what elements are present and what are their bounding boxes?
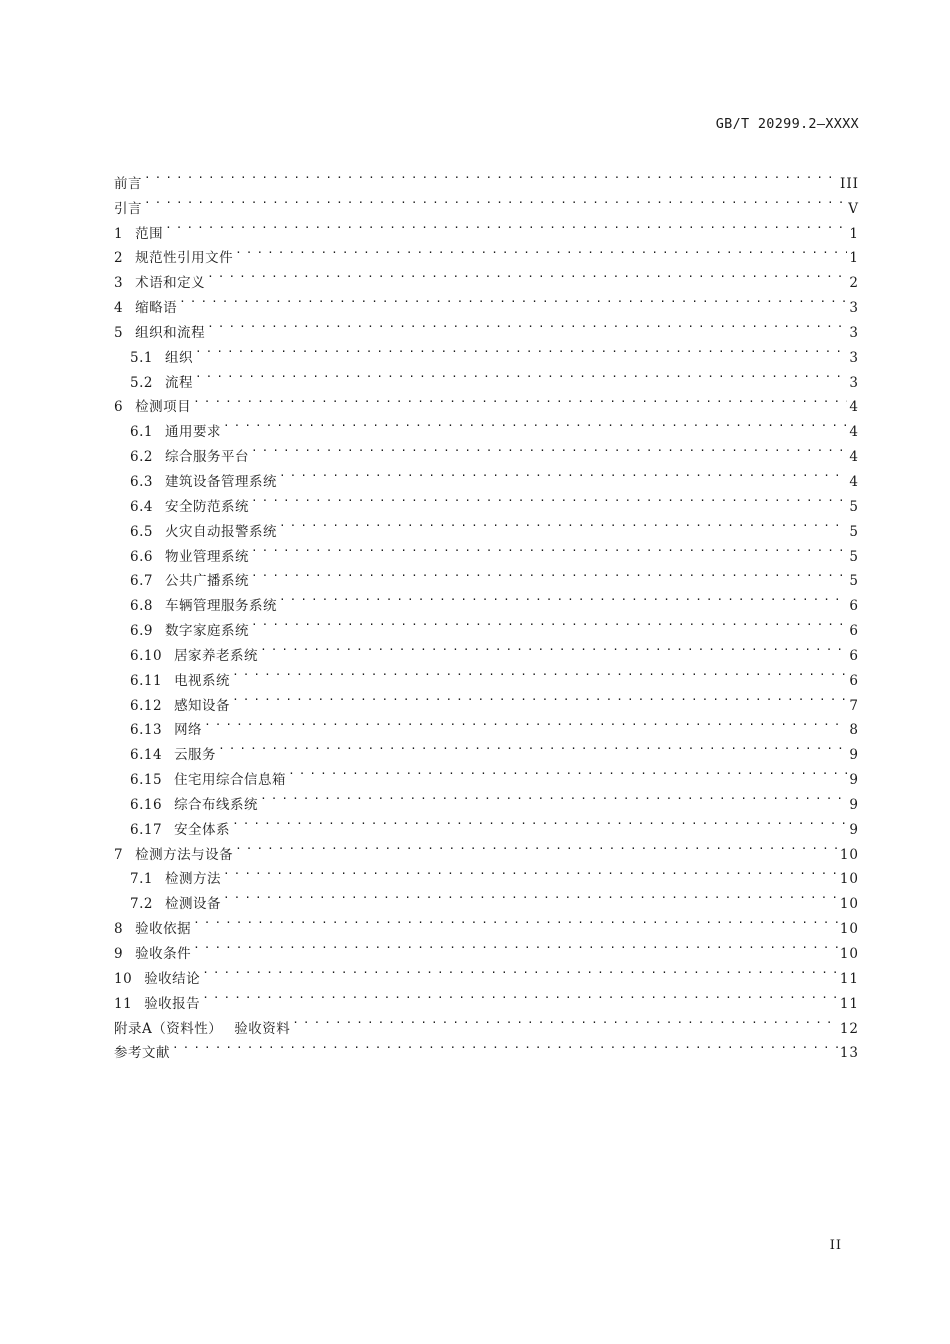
toc-entry-number: 6.10 bbox=[130, 647, 163, 664]
toc-entry-number: 6.3 bbox=[130, 473, 153, 490]
toc-entry-label bbox=[114, 197, 142, 222]
toc-entry-number: 4 bbox=[114, 300, 124, 317]
toc-entry-page: 9 bbox=[849, 821, 859, 838]
toc-entry-page: 4 bbox=[849, 424, 859, 441]
toc-dot-leader bbox=[235, 834, 838, 859]
toc-dot-leader bbox=[207, 262, 847, 287]
toc-entry-number: 7.1 bbox=[130, 871, 153, 888]
toc-dot-leader bbox=[260, 784, 847, 809]
toc-entry[interactable] bbox=[114, 983, 859, 1012]
toc-entry-title: 居家养老系统 bbox=[174, 647, 259, 664]
toc-entry-number: 6.13 bbox=[130, 722, 163, 739]
toc-dot-leader bbox=[193, 933, 838, 958]
toc-entry[interactable] bbox=[114, 287, 859, 317]
toc-entry-page: 4 bbox=[849, 449, 859, 466]
toc-dot-leader bbox=[232, 660, 847, 685]
toc-entry-number: 11 bbox=[114, 995, 133, 1012]
toc-entry-page: V bbox=[848, 200, 859, 217]
toc-dot-leader bbox=[251, 561, 847, 586]
toc-dot-leader bbox=[193, 908, 838, 933]
toc-dot-leader bbox=[172, 1033, 838, 1058]
toc-entry-label bbox=[114, 1041, 170, 1066]
toc-entry-number: 5.1 bbox=[130, 349, 153, 366]
toc-dot-leader bbox=[144, 188, 846, 213]
toc-entry-title: 检测设备 bbox=[164, 896, 221, 913]
toc-entry[interactable] bbox=[114, 213, 859, 242]
toc-entry-page: 8 bbox=[849, 722, 859, 739]
toc-entry-number: 6.7 bbox=[130, 573, 153, 590]
table-of-contents bbox=[114, 163, 859, 1062]
toc-entry-number: 6.15 bbox=[130, 772, 163, 789]
toc-dot-leader bbox=[202, 983, 838, 1008]
toc-entry[interactable] bbox=[114, 734, 859, 764]
toc-entry[interactable] bbox=[114, 362, 859, 391]
toc-entry-page: 3 bbox=[849, 349, 859, 366]
toc-entry-title: 检测方法 bbox=[164, 871, 221, 888]
toc-entry-title: 验收依据 bbox=[135, 921, 192, 938]
toc-entry-number: 6.9 bbox=[130, 623, 153, 640]
toc-entry-page: 5 bbox=[849, 573, 859, 590]
toc-dot-leader bbox=[202, 958, 838, 983]
toc-entry-label bbox=[130, 818, 230, 843]
toc-entry-number: 7 bbox=[114, 846, 124, 863]
toc-entry-page: 10 bbox=[839, 871, 859, 888]
toc-entry-title: 数字家庭系统 bbox=[164, 623, 249, 640]
toc-entry-page: 7 bbox=[849, 697, 859, 714]
toc-entry-label bbox=[114, 395, 191, 420]
toc-entry-page: 13 bbox=[839, 1045, 859, 1062]
toc-dot-leader bbox=[232, 809, 847, 834]
toc-entry-title: 通用要求 bbox=[164, 424, 221, 441]
toc-entry-number: 2 bbox=[114, 250, 124, 267]
toc-entry[interactable] bbox=[114, 1008, 859, 1037]
toc-entry-title: 车辆管理服务系统 bbox=[164, 598, 277, 615]
toc-entry-title: 参考文献 bbox=[114, 1045, 170, 1062]
toc-entry-page: 9 bbox=[849, 772, 859, 789]
toc-entry-number: 5 bbox=[114, 324, 124, 341]
toc-entry-number: 5.2 bbox=[130, 374, 153, 391]
toc-entry-label bbox=[130, 346, 193, 371]
toc-entry-page: 6 bbox=[849, 598, 859, 615]
toc-dot-leader bbox=[279, 511, 847, 536]
toc-entry-page: 4 bbox=[849, 399, 859, 416]
toc-entry-title: 范围 bbox=[135, 225, 164, 242]
toc-entry-page: 10 bbox=[839, 946, 859, 962]
toc-entry-page: 2 bbox=[849, 275, 859, 292]
toc-entry-title: 验收资料 bbox=[234, 1020, 291, 1037]
toc-entry-page: 5 bbox=[849, 523, 859, 540]
toc-entry-title: 规范性引用文件 bbox=[135, 250, 234, 267]
toc-entry[interactable] bbox=[114, 908, 859, 938]
toc-entry-title: 组织和流程 bbox=[135, 324, 206, 341]
toc-entry-title: 流程 bbox=[164, 374, 193, 391]
toc-entry-title: 住宅用综合信息箱 bbox=[174, 772, 287, 789]
toc-dot-leader bbox=[195, 362, 847, 387]
toc-entry[interactable] bbox=[114, 933, 859, 962]
toc-entry-number: 6.14 bbox=[130, 747, 163, 764]
toc-entry-page: 11 bbox=[839, 995, 859, 1012]
toc-dot-leader bbox=[251, 486, 847, 511]
toc-entry-page: 11 bbox=[839, 970, 859, 987]
toc-dot-leader bbox=[235, 238, 847, 263]
toc-entry-number: 6.1 bbox=[130, 424, 153, 441]
toc-dot-leader bbox=[279, 461, 847, 486]
toc-entry-label bbox=[130, 545, 249, 570]
toc-entry-label bbox=[114, 843, 233, 868]
toc-entry-label bbox=[114, 321, 205, 346]
toc-entry-title: 验收条件 bbox=[135, 946, 192, 962]
toc-dot-leader bbox=[251, 436, 847, 461]
toc-dot-leader bbox=[223, 859, 838, 884]
toc-entry-title: 检测项目 bbox=[135, 399, 192, 416]
toc-entry-label bbox=[114, 942, 191, 967]
toc-entry[interactable] bbox=[114, 436, 859, 466]
toc-entry-page: 10 bbox=[839, 921, 859, 938]
toc-entry-number: 1 bbox=[114, 225, 124, 242]
toc-entry[interactable] bbox=[114, 883, 859, 913]
toc-entry-label bbox=[114, 172, 142, 197]
toc-entry-label bbox=[130, 420, 221, 445]
toc-entry-page: 3 bbox=[849, 300, 859, 317]
toc-entry-number: 6.4 bbox=[130, 498, 153, 515]
toc-dot-leader bbox=[179, 287, 847, 312]
toc-entry-label bbox=[130, 445, 249, 470]
toc-entry-label bbox=[114, 296, 177, 321]
toc-entry[interactable] bbox=[114, 1033, 859, 1062]
toc-entry-title: 火灾自动报警系统 bbox=[164, 523, 277, 540]
toc-entry-page: 9 bbox=[849, 747, 859, 764]
toc-dot-leader bbox=[207, 312, 847, 337]
toc-entry-page: 1 bbox=[849, 250, 859, 267]
toc-entry-label bbox=[114, 967, 200, 992]
toc-entry-title: 缩略语 bbox=[135, 300, 178, 317]
toc-entry-label bbox=[114, 222, 163, 247]
toc-entry-label bbox=[130, 867, 221, 892]
toc-entry[interactable] bbox=[114, 759, 859, 789]
toc-entry-page: III bbox=[840, 175, 859, 192]
toc-entry-number: 6.8 bbox=[130, 598, 153, 615]
toc-entry-number: 附录A（资料性） bbox=[114, 1020, 223, 1037]
toc-entry-label bbox=[130, 718, 202, 743]
toc-entry-number: 10 bbox=[114, 970, 133, 987]
toc-dot-leader bbox=[223, 411, 847, 436]
toc-entry-title: 物业管理系统 bbox=[164, 548, 249, 565]
toc-entry-page: 3 bbox=[849, 374, 859, 391]
toc-entry-number: 6.2 bbox=[130, 449, 153, 466]
toc-entry-page: 6 bbox=[849, 672, 859, 689]
toc-entry-title: 云服务 bbox=[174, 747, 217, 764]
toc-entry-label bbox=[130, 619, 249, 644]
toc-entry-number: 6.11 bbox=[130, 672, 163, 689]
toc-entry-title: 前言 bbox=[114, 175, 142, 192]
toc-entry-title: 感知设备 bbox=[174, 697, 231, 714]
document-code: GB/T 20299.2—XXXX bbox=[715, 116, 859, 132]
toc-entry-title: 验收结论 bbox=[144, 970, 201, 987]
toc-entry-label bbox=[130, 569, 249, 594]
toc-entry-number: 6.17 bbox=[130, 821, 163, 838]
toc-entry-label bbox=[114, 917, 191, 942]
toc-entry-label bbox=[130, 743, 216, 768]
toc-dot-leader bbox=[292, 1008, 838, 1033]
toc-dot-leader bbox=[279, 585, 847, 610]
toc-entry[interactable] bbox=[114, 958, 859, 987]
toc-entry[interactable] bbox=[114, 411, 859, 441]
toc-entry[interactable] bbox=[114, 262, 859, 292]
toc-dot-leader bbox=[232, 685, 847, 710]
toc-entry[interactable] bbox=[114, 312, 859, 341]
toc-entry-page: 5 bbox=[849, 548, 859, 565]
toc-entry-number: 7.2 bbox=[130, 896, 153, 913]
toc-dot-leader bbox=[251, 536, 847, 561]
toc-dot-leader bbox=[144, 163, 838, 188]
toc-entry-number: 3 bbox=[114, 275, 124, 292]
toc-entry-number: 6 bbox=[114, 399, 124, 416]
toc-entry-page: 12 bbox=[839, 1020, 859, 1037]
toc-entry-page: 6 bbox=[849, 623, 859, 640]
toc-entry-title: 综合服务平台 bbox=[164, 449, 249, 466]
toc-entry-title: 引言 bbox=[114, 200, 142, 217]
toc-entry-page: 1 bbox=[849, 225, 859, 242]
toc-entry-number: 9 bbox=[114, 946, 124, 962]
toc-entry-number: 6.5 bbox=[130, 523, 153, 540]
toc-entry-title: 网络 bbox=[174, 722, 203, 739]
toc-entry[interactable] bbox=[114, 387, 859, 416]
toc-entry[interactable] bbox=[114, 238, 859, 267]
toc-entry-title: 验收报告 bbox=[144, 995, 201, 1012]
toc-entry-title: 电视系统 bbox=[174, 672, 231, 689]
toc-entry-number: 6.12 bbox=[130, 697, 163, 714]
toc-entry-title: 综合布线系统 bbox=[174, 796, 259, 813]
toc-dot-leader bbox=[288, 759, 847, 784]
toc-dot-leader bbox=[204, 710, 847, 735]
toc-dot-leader bbox=[260, 635, 847, 660]
toc-entry-title: 组织 bbox=[164, 349, 193, 366]
toc-entry-label bbox=[130, 371, 193, 396]
toc-entry-number: 8 bbox=[114, 921, 124, 938]
toc-entry[interactable] bbox=[114, 188, 859, 217]
toc-entry-page: 3 bbox=[849, 324, 859, 341]
toc-entry-title: 术语和定义 bbox=[135, 275, 206, 292]
toc-entry[interactable] bbox=[114, 710, 859, 739]
toc-entry-page: 6 bbox=[849, 647, 859, 664]
toc-entry-title: 安全体系 bbox=[174, 821, 231, 838]
toc-dot-leader bbox=[195, 337, 847, 362]
toc-entry[interactable] bbox=[114, 859, 859, 888]
page-number: II bbox=[829, 1238, 842, 1253]
toc-dot-leader bbox=[193, 387, 847, 412]
toc-entry[interactable] bbox=[114, 337, 859, 366]
toc-entry-number: 6.6 bbox=[130, 548, 153, 565]
toc-entry-label bbox=[130, 495, 249, 520]
toc-entry-number: 6.16 bbox=[130, 796, 163, 813]
toc-entry-title: 检测方法与设备 bbox=[135, 846, 234, 863]
toc-entry-title: 建筑设备管理系统 bbox=[164, 473, 277, 490]
toc-dot-leader bbox=[251, 610, 847, 635]
toc-dot-leader bbox=[223, 883, 838, 908]
toc-entry-page: 4 bbox=[849, 473, 859, 490]
toc-entry-title: 公共广播系统 bbox=[164, 573, 249, 590]
toc-dot-leader bbox=[165, 213, 847, 238]
toc-entry-title: 安全防范系统 bbox=[164, 498, 249, 515]
toc-entry-page: 5 bbox=[849, 498, 859, 515]
toc-entry-page: 9 bbox=[849, 796, 859, 813]
toc-entry[interactable] bbox=[114, 163, 859, 192]
toc-entry-label bbox=[130, 669, 230, 694]
toc-entry-page: 10 bbox=[839, 846, 859, 863]
toc-entry-label bbox=[114, 992, 200, 1017]
toc-dot-leader bbox=[218, 734, 847, 759]
toc-entry-page: 10 bbox=[839, 896, 859, 913]
